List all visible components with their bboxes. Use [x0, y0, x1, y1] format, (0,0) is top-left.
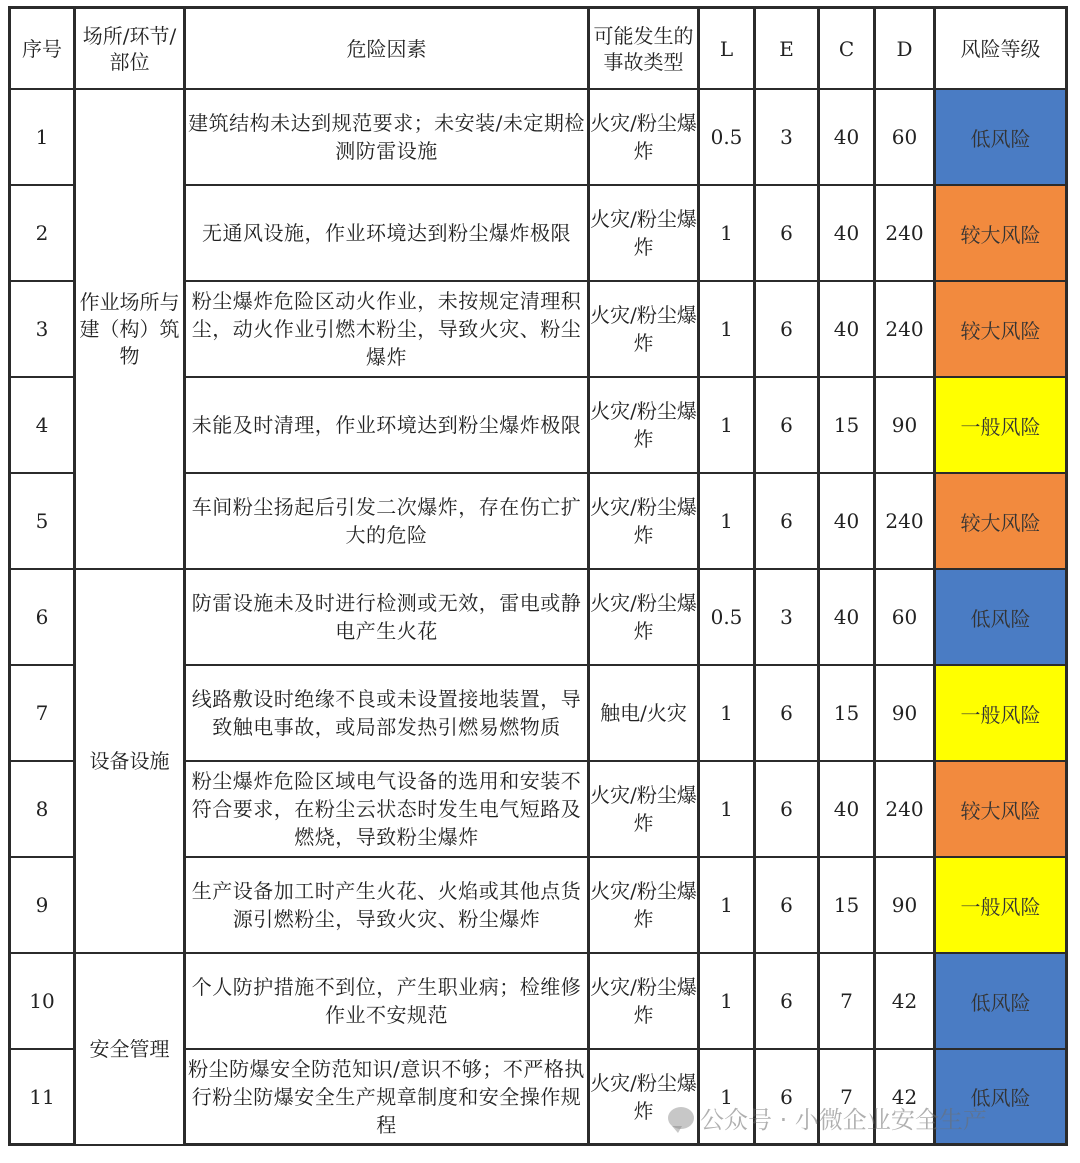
- cell-e: 6: [756, 858, 820, 954]
- cell-hazard: 防雷设施未及时进行检测或无效，雷电或静电产生火花: [186, 570, 590, 666]
- cell-l: 1: [700, 1050, 756, 1146]
- cell-num: 8: [8, 762, 76, 858]
- header-d: D: [876, 6, 936, 90]
- cell-e: 6: [756, 762, 820, 858]
- cell-hazard: 粉尘爆炸危险区域电气设备的选用和安装不符合要求，在粉尘云状态时发生电气短路及燃烧，导致粉尘爆炸: [186, 762, 590, 858]
- cell-risk-level: 较大风险: [936, 474, 1068, 570]
- risk-table-container: [8, 6, 1068, 1146]
- table-row: [8, 570, 1068, 666]
- cell-d: 60: [876, 570, 936, 666]
- cell-l: 1: [700, 666, 756, 762]
- cell-num: 1: [8, 90, 76, 186]
- cell-hazard: 粉尘防爆安全防范知识/意识不够；不严格执行粉尘防爆安全生产规章制度和安全操作规程: [186, 1050, 590, 1146]
- cell-num: 6: [8, 570, 76, 666]
- cell-risk-level: 较大风险: [936, 762, 1068, 858]
- cell-accident-type: 火灾/粉尘爆炸: [590, 1050, 700, 1146]
- table-row: [8, 954, 1068, 1050]
- cell-accident-type: 火灾/粉尘爆炸: [590, 762, 700, 858]
- cell-location-group: 安全管理: [76, 954, 186, 1146]
- cell-num: 9: [8, 858, 76, 954]
- cell-l: 1: [700, 186, 756, 282]
- cell-risk-level: 低风险: [936, 90, 1068, 186]
- header-l: L: [700, 6, 756, 90]
- cell-accident-type: 火灾/粉尘爆炸: [590, 186, 700, 282]
- cell-hazard: 线路敷设时绝缘不良或未设置接地装置，导致触电事故，或局部发热引燃易燃物质: [186, 666, 590, 762]
- cell-hazard: 无通风设施，作业环境达到粉尘爆炸极限: [186, 186, 590, 282]
- table-body: [8, 90, 1068, 1146]
- table-row: [8, 90, 1068, 186]
- cell-e: 6: [756, 1050, 820, 1146]
- cell-c: 40: [820, 570, 876, 666]
- cell-num: 3: [8, 282, 76, 378]
- cell-l: 1: [700, 762, 756, 858]
- cell-l: 1: [700, 858, 756, 954]
- header-c: C: [820, 6, 876, 90]
- header-accident-type: 可能发生的事故类型: [590, 6, 700, 90]
- cell-c: 15: [820, 858, 876, 954]
- cell-c: 40: [820, 762, 876, 858]
- cell-c: 40: [820, 282, 876, 378]
- cell-num: 11: [8, 1050, 76, 1146]
- cell-e: 6: [756, 474, 820, 570]
- cell-accident-type: 触电/火灾: [590, 666, 700, 762]
- cell-num: 4: [8, 378, 76, 474]
- header-risk-level: 风险等级: [936, 6, 1068, 90]
- cell-e: 6: [756, 186, 820, 282]
- watermark-text: 公众号 · 小微企业安全生产: [700, 1106, 987, 1134]
- cell-d: 90: [876, 858, 936, 954]
- cell-risk-level: 低风险: [936, 1050, 1068, 1146]
- cell-hazard: 粉尘爆炸危险区动火作业，未按规定清理积尘，动火作业引燃木粉尘，导致火灾、粉尘爆炸: [186, 282, 590, 378]
- cell-c: 15: [820, 378, 876, 474]
- cell-e: 6: [756, 378, 820, 474]
- cell-hazard: 生产设备加工时产生火花、火焰或其他点货源引燃粉尘，导致火灾、粉尘爆炸: [186, 858, 590, 954]
- cell-accident-type: 火灾/粉尘爆炸: [590, 858, 700, 954]
- cell-hazard: 未能及时清理，作业环境达到粉尘爆炸极限: [186, 378, 590, 474]
- cell-l: 1: [700, 474, 756, 570]
- cell-risk-level: 较大风险: [936, 186, 1068, 282]
- cell-d: 240: [876, 282, 936, 378]
- cell-e: 6: [756, 666, 820, 762]
- cell-num: 5: [8, 474, 76, 570]
- cell-c: 7: [820, 954, 876, 1050]
- cell-d: 240: [876, 762, 936, 858]
- cell-location-group: 作业场所与建（构）筑物: [76, 90, 186, 570]
- header-e: E: [756, 6, 820, 90]
- cell-c: 15: [820, 666, 876, 762]
- cell-d: 240: [876, 186, 936, 282]
- cell-accident-type: 火灾/粉尘爆炸: [590, 282, 700, 378]
- cell-accident-type: 火灾/粉尘爆炸: [590, 954, 700, 1050]
- cell-hazard: 车间粉尘扬起后引发二次爆炸，存在伤亡扩大的危险: [186, 474, 590, 570]
- cell-num: 10: [8, 954, 76, 1050]
- header-hazard: 危险因素: [186, 6, 590, 90]
- cell-risk-level: 一般风险: [936, 378, 1068, 474]
- cell-c: 7: [820, 1050, 876, 1146]
- cell-d: 240: [876, 474, 936, 570]
- cell-num: 7: [8, 666, 76, 762]
- cell-e: 6: [756, 954, 820, 1050]
- cell-risk-level: 一般风险: [936, 666, 1068, 762]
- cell-d: 42: [876, 1050, 936, 1146]
- cell-l: 1: [700, 954, 756, 1050]
- cell-accident-type: 火灾/粉尘爆炸: [590, 90, 700, 186]
- cell-c: 40: [820, 474, 876, 570]
- cell-risk-level: 低风险: [936, 954, 1068, 1050]
- risk-assessment-table: [8, 6, 1068, 1146]
- cell-c: 40: [820, 186, 876, 282]
- cell-l: 0.5: [700, 570, 756, 666]
- cell-risk-level: 较大风险: [936, 282, 1068, 378]
- cell-l: 0.5: [700, 90, 756, 186]
- header-row: [8, 6, 1068, 90]
- cell-e: 6: [756, 282, 820, 378]
- cell-risk-level: 一般风险: [936, 858, 1068, 954]
- cell-c: 40: [820, 90, 876, 186]
- cell-accident-type: 火灾/粉尘爆炸: [590, 474, 700, 570]
- cell-d: 90: [876, 378, 936, 474]
- cell-num: 2: [8, 186, 76, 282]
- header-num: 序号: [8, 6, 76, 90]
- cell-l: 1: [700, 378, 756, 474]
- header-location: 场所/环节/部位: [76, 6, 186, 90]
- cell-d: 60: [876, 90, 936, 186]
- cell-hazard: 建筑结构未达到规范要求；未安装/未定期检测防雷设施: [186, 90, 590, 186]
- cell-accident-type: 火灾/粉尘爆炸: [590, 378, 700, 474]
- cell-risk-level: 低风险: [936, 570, 1068, 666]
- cell-hazard: 个人防护措施不到位，产生职业病；检维修作业不安规范: [186, 954, 590, 1050]
- cell-d: 42: [876, 954, 936, 1050]
- cell-location-group: 设备设施: [76, 570, 186, 954]
- cell-accident-type: 火灾/粉尘爆炸: [590, 570, 700, 666]
- cell-l: 1: [700, 282, 756, 378]
- cell-e: 3: [756, 570, 820, 666]
- cell-e: 3: [756, 90, 820, 186]
- cell-d: 90: [876, 666, 936, 762]
